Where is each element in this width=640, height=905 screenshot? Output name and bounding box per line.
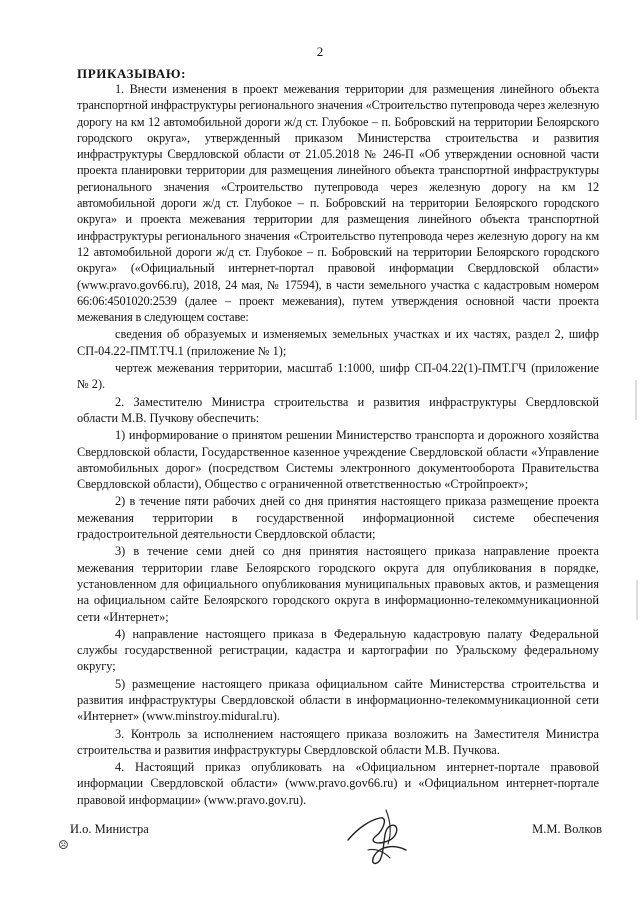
paragraph-2: 2. Заместителю Министра строительства и развития инфраструктуры Свердловской области М.В. Пучкову обеспечить: [77, 394, 599, 425]
paragraph-1-item-a: сведения об образуемых и изменяемых земельных участках и их частях, раздел 2, шифр СП-04.22-ПМТ.ТЧ.1 (приложение № 1); [77, 327, 599, 358]
paragraph-1-item-b: чертеж межевания территории, масштаб 1:1000, шифр СП-04.22(1)-ПМТ.ГЧ (приложение № 2). [77, 361, 599, 392]
paragraph-2-item-1: 1) информирование о принятом решении Министерство транспорта и дорожного хозяйства Свердловской области, Государственное казенное учреждение Свердловской области «Управление автомобильных дорог» (посредством Системы электронного документооборота Правительства Свердловской области), Общество с ограниченной ответственностью «Стройпроект»; [77, 428, 599, 492]
paragraph-4: 4. Настоящий приказ опубликовать на «Официальном интернет-портале правовой информации Свердловской области» (www.pravo.gov66.ru) и «Официальном интернет-портале правовой информации» (www.pravo.gov.ru). [77, 760, 599, 807]
signatory-name: М.М. Волков [532, 822, 602, 836]
paragraph-2-item-5: 5) размещение настоящего приказа официальном сайте Министерства строительства и развития инфраструктуры Свердловской области в информационно-телекоммуникационной сети «Интернет» (www.minstroy.midural.ru). [77, 676, 599, 724]
signatory-title: И.о. Министра [70, 822, 149, 836]
page-number: 2 [316, 44, 324, 59]
page-mark-icon: ☹ [58, 838, 69, 852]
scan-edge-marks [628, 380, 640, 620]
order-heading: ПРИКАЗЫВАЮ: [77, 66, 187, 81]
paragraph-2-item-4: 4) направление настоящего приказа в Федеральную кадастровую палату Федеральной службы государственной регистрации, кадастра и картографии по Уральскому федеральному округу; [77, 626, 599, 674]
paragraph-2-item-3: 3) в течение семи дней со дня принятия настоящего приказа направление проекта межевания территории главе Белоярского городского округа для опубликования в порядке, установленном для официального опубликования муниципальных правовых актов, и размещения на официальном сайте Белоярского городского округа в информационно-телекоммуникационной сети «Интернет»; [77, 544, 599, 624]
paragraph-2-item-2: 2) в течение пяти рабочих дней со дня принятия настоящего приказа размещение проекта межевания территории в государственной информационной системе обеспечения градостроительной деятельности Свердловской области; [77, 494, 599, 542]
paragraph-3: 3. Контроль за исполнением настоящего приказа возложить на Заместителя Министра строительства и развития инфраструктуры Свердловской области М.В. Пучкова. [77, 726, 599, 757]
paragraph-1: 1. Внести изменения в проект межевания территории для размещения линейного объекта транспортной инфраструктуры регионального значения «Строительство путепровода через железную дорогу на км 12 автомобильной дороги ж/д ст. Глубокое – п. Бобровский на территории Белоярского городского округа», утвержденный приказом Министерства строительства и развития инфраструктуры Свердловской области от 21.05.2018 № 246-П «Об утверждении основной части проекта планировки территории для размещения линейного объекта транспортной инфраструктуры регионального значения «Строительство путепровода через железную дорогу на км 12 автомобильной дороги ж/д ст. Глубокое – п. Бобровский на территории Белоярского городского округа» и проекта межевания территории для размещения линейного объекта транспортной инфраструктуры регионального значения «Строительство путепровода через железную дорогу на км 12 автомобильной дороги ж/д ст. Глубокое – п. Бобровский на территории Белоярского городского округа» («Официальный интернет-портал правовой информации Свердловской области» (www.pravo.gov66.ru), 2018, 24 мая, № 17594), в части земельного участка с кадастровым номером 66:06:4501020:2539 (далее – проект межевания), путем утверждения основной части проекта межевания в следующем составе: [77, 82, 599, 325]
handwritten-signature [340, 800, 420, 870]
document-body [77, 81, 599, 809]
